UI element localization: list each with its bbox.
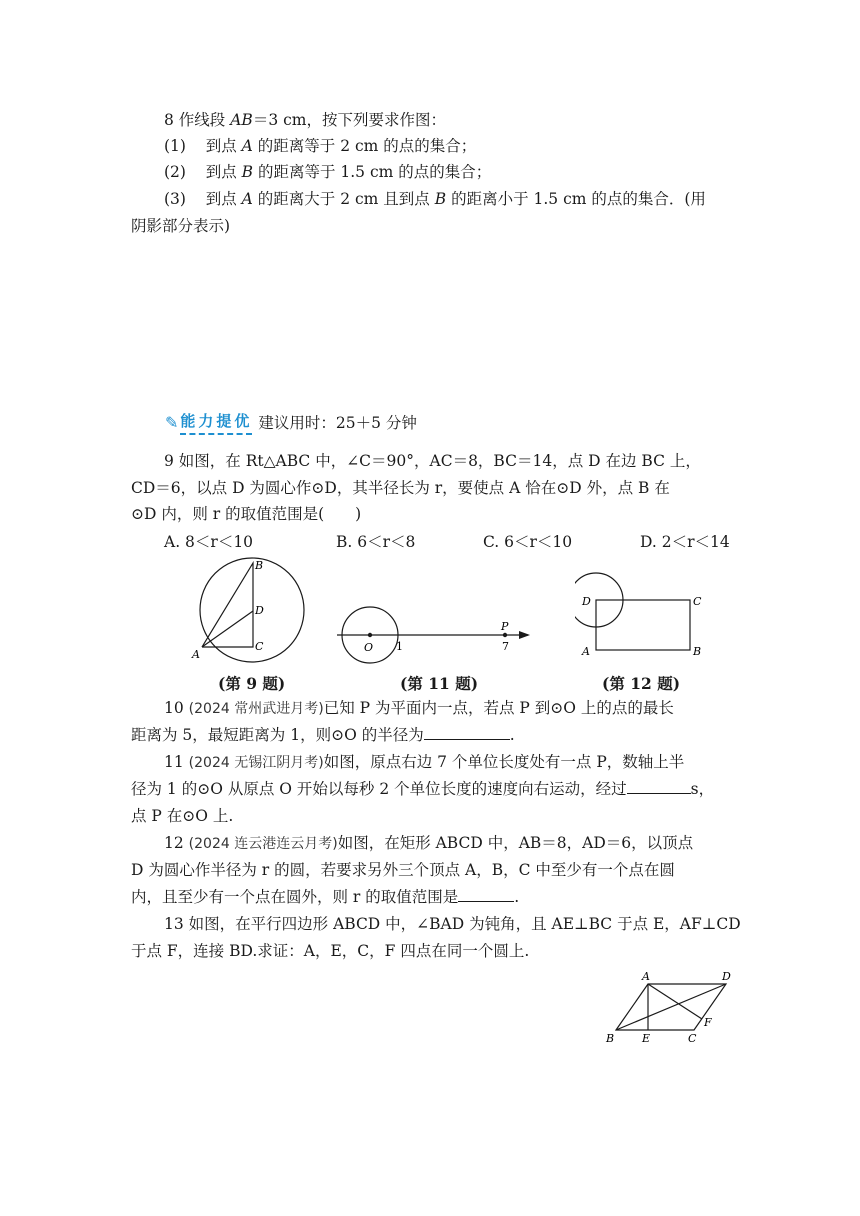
fig13-label-b: B [606, 1032, 615, 1045]
figure-11 [335, 600, 535, 665]
fig9-label-c: C [255, 640, 264, 653]
q9-line-2: CD＝6，以点 D 为圆心作⊙D，其半径长为 r，要使点 A 恰在⊙D 外，点 B 在 [131, 479, 670, 497]
fig11-label-1: 1 [396, 640, 403, 653]
figure-12 [575, 568, 710, 663]
q9-option-c: C. 6＜r＜10 [483, 533, 573, 551]
section-header [165, 410, 417, 434]
q11-line-1: 11 (2024 无锡江阴月考)如图，原点右边 7 个单位长度处有一点 P，数轴上半 [164, 753, 685, 771]
q13-line-1: 13 如图，在平行四边形 ABCD 中，∠BAD 为钝角，且 AE⊥BC 于点 E，AF⊥CD [164, 915, 741, 933]
q8-stem: 8 作线段 AB＝3 cm，按下列要求作图： [164, 111, 446, 129]
fig13-label-e: E [642, 1032, 651, 1045]
q8-item-1: (1) 到点 A 的距离等于 2 cm 的点的集合； [164, 137, 477, 155]
figure-9 [190, 555, 315, 665]
q8-tail: 阴影部分表示) [131, 217, 231, 235]
fig13-label-f: F [704, 1016, 712, 1029]
section-time: 建议用时：25＋5 分钟 [258, 414, 417, 432]
caption-fig9: (第 9 题) [218, 674, 286, 693]
fig12-label-d: D [582, 595, 591, 608]
q8-item-2: (2) 到点 B 的距离等于 1.5 cm 的点的集合； [164, 163, 492, 181]
q12-line-1: 12 (2024 连云港连云月考)如图，在矩形 ABCD 中，AB＝8，AD＝6，以顶点 [164, 834, 694, 852]
q11-line-2: 径为 1 的⊙O 从原点 O 开始以每秒 2 个单位长度的速度向右运动，经过 s， [131, 780, 715, 798]
fig13-label-a: A [642, 970, 650, 983]
q11-source: (2024 无锡江阴月考) [188, 755, 324, 771]
q10-line-2: 距离为 5，最短距离为 1，则⊙O 的半径为 . [131, 726, 515, 744]
q9-option-b: B. 6＜r＜8 [336, 533, 416, 551]
q8-item-3: (3) 到点 A 的距离大于 2 cm 且到点 B 的距离小于 1.5 cm 的点的集合．(用 [164, 190, 706, 208]
fig9-label-a: A [192, 648, 200, 661]
q9-line-3: ⊙D 内，则 r 的取值范围是( ) [131, 505, 362, 523]
fig11-label-o: O [364, 641, 374, 654]
q12-answer-blank[interactable] [458, 887, 514, 902]
q12-line-2: D 为圆心作半径为 r 的圆，若要求另外三个顶点 A，B，C 中至少有一个点在圆 [131, 861, 675, 879]
caption-fig11: (第 11 题) [400, 674, 479, 693]
q11-line-3: 点 P 在⊙O 上. [131, 807, 234, 825]
pencil-icon: ✎ [165, 412, 179, 432]
fig11-label-7: 7 [502, 640, 509, 653]
q9-option-a: A. 8＜r＜10 [164, 533, 254, 551]
q12-source: (2024 连云港连云月考) [188, 836, 338, 852]
q10-source: (2024 常州武进月考) [188, 701, 324, 717]
caption-fig12: (第 12 题) [602, 674, 681, 693]
fig12-label-c: C [693, 595, 702, 608]
q11-answer-blank[interactable] [627, 779, 691, 794]
fig13-label-c: C [688, 1032, 697, 1045]
section-tag: 能力提优 [180, 410, 252, 435]
fig11-label-p: P [501, 620, 509, 633]
fig12-label-a: A [582, 645, 590, 658]
fig9-label-b: B [255, 559, 264, 572]
q9-option-d: D. 2＜r＜14 [640, 533, 730, 551]
q12-line-3: 内，且至少有一个点在圆外，则 r 的取值范围是 . [131, 888, 520, 906]
fig13-label-d: D [722, 970, 731, 983]
q10-answer-blank[interactable] [424, 725, 510, 740]
fig9-label-d: D [255, 604, 264, 617]
q10-line-1: 10 (2024 常州武进月考)已知 P 为平面内一点，若点 P 到⊙O 上的点的最长 [164, 699, 674, 717]
q9-line-1: 9 如图，在 Rt△ABC 中，∠C＝90°，AC＝8，BC＝14，点 D 在边 BC 上， [164, 452, 701, 470]
q13-line-2: 于点 F，连接 BD.求证：A，E，C，F 四点在同一个圆上. [131, 942, 530, 960]
figure-13 [600, 968, 745, 1048]
fig12-label-b: B [693, 645, 702, 658]
